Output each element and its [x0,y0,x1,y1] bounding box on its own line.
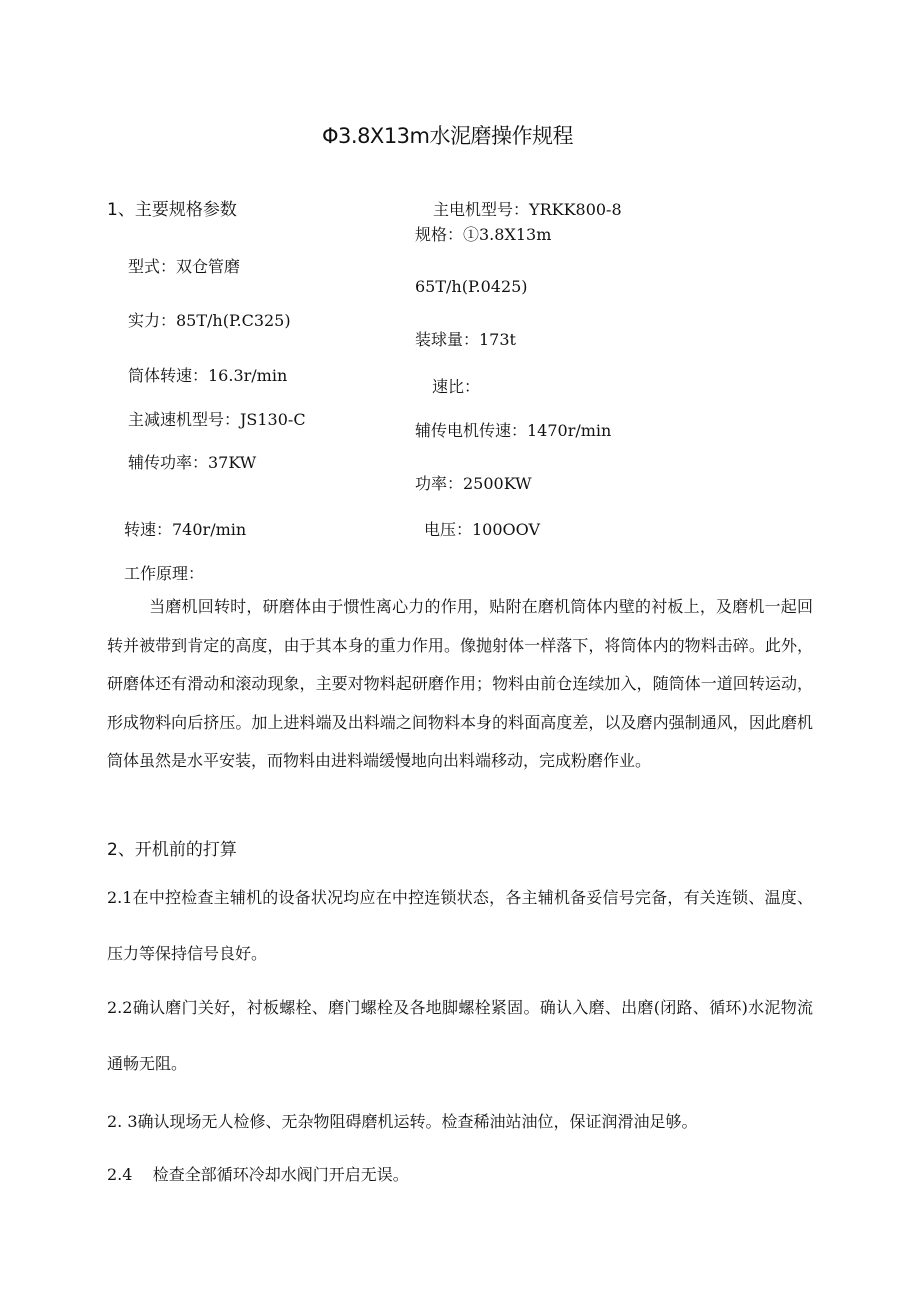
principle-paragraph [107,588,813,781]
step-2-1: 2.1在中控检查主辅机的设备状况均应在中控连锁状态，各主辅机备妥信号完备，有关连锁、温度、压力等保持信号良好。 [107,888,813,963]
document-title: Φ3.8X13m水泥磨操作规程 [322,124,573,148]
spec-reducer-model: 主减速机型号：JS130-C [128,410,306,429]
spec-ball-load: 装球量：173t [415,330,516,349]
step-2-3: 2. 3确认现场无人检修、无杂物阻碍磨机运转。检查稀油站油位，保证润滑油足够。 [107,1112,698,1131]
spec-type: 型式：双仓管磨 [128,257,241,276]
spec-aux-motor-speed: 辅传电机传速：1470r/min [415,421,612,440]
spec-dimensions: 规格：①3.8X13m [415,225,552,244]
spec-main-motor-model: 主电机型号：YRKK800-8 [433,200,622,219]
spec-rotation-speed: 转速：740r/min [124,520,247,539]
spec-aux-power: 辅传功率：37KW [128,453,257,472]
spec-drum-speed: 筒体转速：16.3r/min [128,366,288,385]
principle-heading: 工作原理： [124,564,205,583]
spec-capacity: 实力：85T/h(P.C325) [128,311,291,330]
spec-power: 功率：2500KW [415,474,532,493]
principle-text: 当磨机回转时，研磨体由于惯性离心力的作用，贴附在磨机筒体内壁的衬板上，及磨机一起回转并被带到肯定的高度，由于其本身的重力作用。像抛射体一样落下，将筒体内的物料击碎。此外，研磨体还有滑动和滚动现象，主要对物料起研磨作用；物料由前仓连续加入，随筒体一道回转运动，形成物料向后挤压。加上进料端及出料端之间物料本身的料面高度差，以及磨内强制通风，因此磨机筒体虽然是水平安装，而物料由进料端缓慢地向出料端移动，完成粉磨作业。 [107,597,813,771]
step-2-4: 2.4 检查全部循环冷却水阀门开启无误。 [107,1165,409,1184]
spec-speed-ratio: 速比： [432,377,481,396]
spec-voltage: 电压：100OOV [424,520,541,539]
section-1-heading: 1、主要规格参数 [107,200,237,220]
step-2-2: 2.2确认磨门关好，衬板螺栓、磨门螺栓及各地脚螺栓紧固。确认入磨、出磨(闭路、循环)水泥物流通畅无阻。 [107,998,813,1073]
section-2-heading: 2、开机前的打算 [107,840,237,860]
spec-capacity-2: 65T/h(P.0425) [415,277,528,296]
